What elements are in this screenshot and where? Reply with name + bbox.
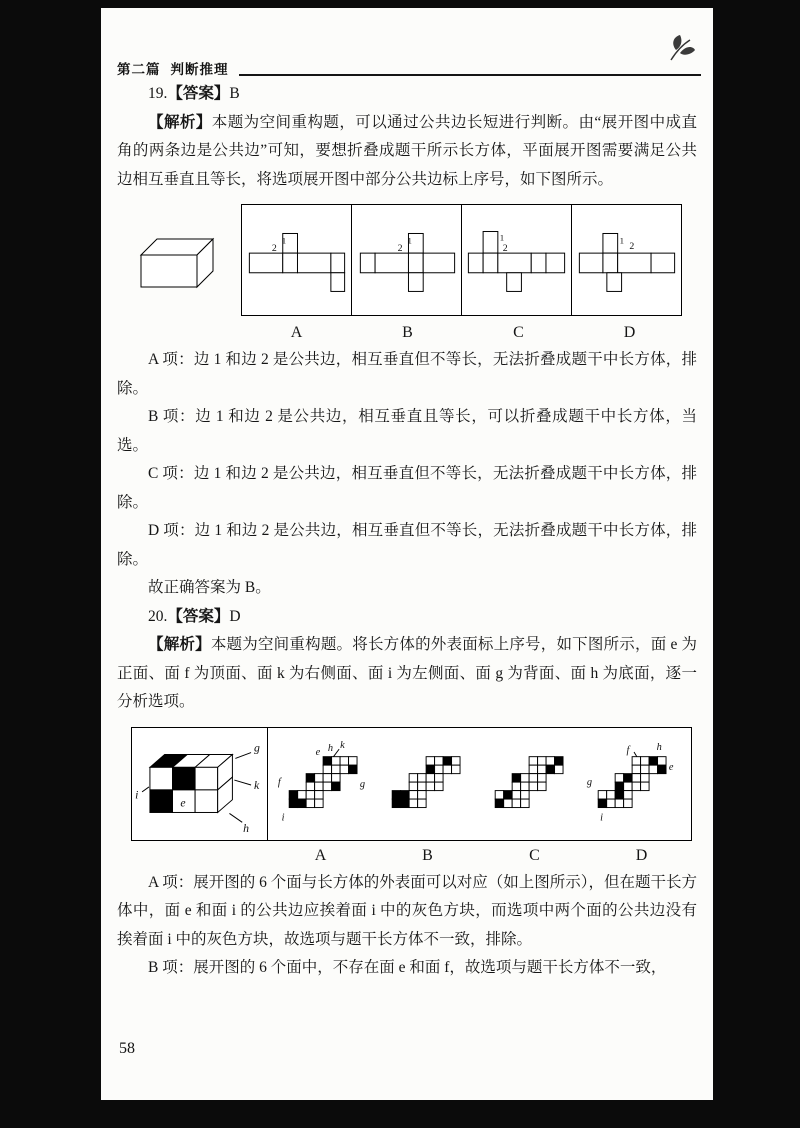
header-chapter: 第二篇 — [117, 62, 161, 77]
page-number: 58 — [119, 1040, 135, 1057]
net-a-label-k: k — [340, 739, 345, 751]
option-letter-d: D — [635, 846, 648, 864]
cube-face-label-h: h — [242, 821, 249, 835]
book-page — [101, 8, 713, 1100]
edge-label-2: 2 — [629, 241, 635, 253]
option-letter-b: B — [402, 324, 413, 341]
q19-analysis-label: 【解析】 — [148, 113, 212, 131]
page-header — [117, 8, 713, 80]
cube-face-label-k: k — [253, 778, 259, 792]
q19-answer-label: 【答案】 — [167, 85, 230, 102]
q20-option-b-text: B 项：展开图的 6 个面中，不存在面 e 和面 f，故选项与题干长方体不一致， — [148, 959, 667, 976]
q20-answer-value: D — [229, 607, 241, 625]
q20-answer-label: 【答案】 — [167, 607, 230, 625]
option-letter-a: A — [290, 324, 303, 341]
option-letter-c: C — [529, 846, 540, 864]
q20-analysis-label: 【解析】 — [148, 636, 211, 653]
q19-answer-value: B — [229, 85, 240, 102]
edge-label-2: 2 — [502, 243, 508, 255]
net-a-drawing — [242, 205, 351, 315]
q19-figure — [131, 204, 697, 318]
q20-figure — [131, 727, 692, 841]
edge-label-2: 2 — [271, 243, 277, 255]
cuboid-drawing — [131, 225, 231, 297]
net-a-label-f: f — [277, 776, 281, 788]
net-a-label-g: g — [359, 778, 366, 790]
q19-cuboid-figure — [131, 204, 241, 318]
header-section: 判断推理 — [170, 62, 229, 77]
net-a-label-i: i — [281, 812, 285, 824]
q19-analysis-text: 本题为空间重构题，可以通过公共边长短进行判断。由“展开图中成直角的两条边是公共边”可知，要想折叠成题干所示长方体，平面展开图需要满足公共边相互垂直且等长，将选项展开图中部分公共边标上序号，如下图所示。 — [117, 113, 697, 188]
header-title — [117, 58, 229, 80]
q20-net-a-drawing — [276, 740, 374, 828]
q20-net-b-drawing — [379, 740, 477, 828]
cube-face-label-i: i — [134, 788, 138, 802]
net-a-label-e: e — [315, 746, 321, 758]
q20-analysis — [117, 631, 697, 717]
q19-net-panel-b — [351, 204, 462, 316]
net-a-label-h: h — [327, 742, 334, 754]
option-letter-c: C — [513, 324, 524, 341]
net-b-drawing — [352, 205, 461, 315]
q19-option-b-text: B 项：边 1 和边 2 是公共边，相互垂直且等长，可以折叠成题干中长方体，当选。 — [117, 408, 697, 454]
net-d-label-i: i — [600, 812, 603, 824]
q19-net-panel-a — [241, 204, 352, 316]
cube-face-label-g: g — [253, 741, 260, 755]
cube-face-label-e: e — [179, 796, 186, 810]
edge-label-1: 1 — [499, 232, 505, 243]
q19-option-letters — [241, 320, 697, 346]
q20-cube-panel — [132, 728, 268, 840]
net-d-label-g: g — [586, 776, 593, 788]
edge-label-1: 1 — [407, 235, 412, 246]
option-letter-d: D — [623, 324, 636, 341]
q20-answer-line — [117, 603, 697, 632]
q19-net-panel-c — [461, 204, 572, 316]
q19-option-c-text: C 项：边 1 和边 2 是公共边，相互垂直但不等长，无法折叠成题干中长方体，排除。 — [117, 465, 697, 511]
edge-label-1: 1 — [281, 235, 287, 246]
net-d-drawing — [572, 205, 681, 315]
q20-number: 20. — [148, 607, 168, 625]
q19-net-panels — [241, 204, 682, 318]
q19-answer-line — [117, 80, 697, 109]
edge-label-1: 1 — [619, 235, 625, 246]
q20-option-letters — [267, 843, 697, 869]
leaf-icon — [667, 34, 697, 62]
labeled-cube-drawing — [133, 730, 267, 838]
q19-conclusion: 故正确答案为 B。 — [148, 579, 271, 596]
page-content — [101, 80, 713, 983]
q19-number: 19. — [148, 85, 168, 102]
q20-net-strip — [268, 728, 691, 840]
q20-net-c-drawing — [482, 740, 580, 828]
net-d-label-e: e — [668, 761, 674, 773]
q19-net-panel-d — [571, 204, 682, 316]
q20-analysis-text: 本题为空间重构题。将长方体的外表面标上序号，如下图所示，面 e 为正面、面 f 为顶面、面 k 为右侧面、面 i 为左侧面、面 g 为背面、面 h 为底面，逐一分析选项。 — [117, 636, 697, 710]
option-letter-a: A — [314, 846, 327, 864]
net-c-drawing — [462, 205, 571, 315]
net-d-label-f: f — [626, 744, 630, 756]
edge-label-2: 2 — [397, 243, 403, 255]
q20-net-d-drawing — [585, 740, 683, 828]
q19-option-d-text: D 项：边 1 和边 2 是公共边，相互垂直但不等长，无法折叠成题干中长方体，排除。 — [117, 522, 697, 568]
option-letter-b: B — [422, 846, 433, 864]
header-rule — [239, 74, 702, 76]
net-d-label-h: h — [656, 741, 662, 753]
q19-analysis — [117, 109, 697, 195]
q19-option-a-text: A 项：边 1 和边 2 是公共边，相互垂直但不等长，无法折叠成题干中长方体，排除。 — [117, 351, 697, 397]
q20-option-a-text: A 项：展开图的 6 个面与长方体的外表面可以对应（如上图所示），但在题干长方体中，面 e 和面 i 的公共边应挨着面 i 中的灰色方块，而选项中两个面的公共边没有挨着面 i 中的灰色方块，故选项与题干长方体不一致，排除。 — [117, 873, 697, 948]
